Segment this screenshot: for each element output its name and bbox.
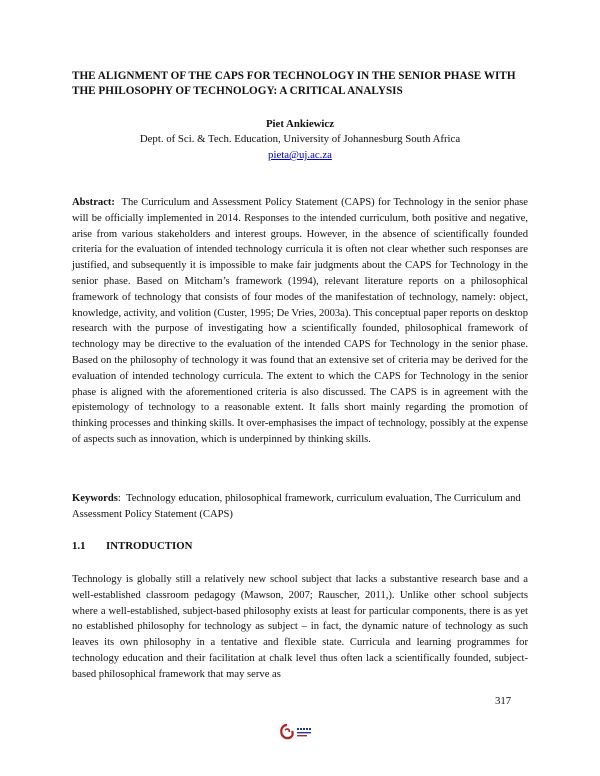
abstract-text: The Curriculum and Assessment Policy Statement (CAPS) for Technology in the senior phase will be officially implemented in 2014. Responses to the intended curriculum, both positive and negative, arise from various stakeholders and interest groups. However, in the absence of scientifically founded criteria for the evaluation of intended technology curricula it is often not clear whether such responses are justified, and subsequently it is impossible to make fair judgments about the CAPS for Technology in the senior phase. Based on Mitcham’s framework (1994), relevant literature reports on a philosophical framework of technology that consists of four modes of the manifestation of technology, namely: object, knowledge, activity, and volition (Custer, 1995; De Vries, 2003a). This conceptual paper reports on desktop research with the purpose of investigating how a scientifically founded, philosophical framework of technology may be directive to the evaluation of the intended CAPS for Technology in the senior phase. Based on the philosophy of technology it was found that an extensive set of criteria may be derived for the evaluation of intended technology curricula. The extent to which the CAPS for Technology in the senior phase is aligned with the aforementioned criteria is also discussed. The CAPS is in agreement with the epistemology of technology to a reasonable extent. It falls short mainly regarding the promotion of thinking processes and thinking skills. It over-emphasises the impact of technology, possibly at the expense of aspects such as innovation, which is underpinned by thinking skills. bbox=[72, 197, 528, 445]
author-email-link[interactable]: pieta@uj.ac.za bbox=[268, 149, 332, 161]
page-number: 317 bbox=[495, 695, 512, 707]
author-name: Piet Ankiewicz bbox=[265, 118, 335, 130]
paper-title: THE ALIGNMENT OF THE CAPS FOR TECHNOLOGY IN THE SENIOR PHASE WITH THE PHILOSOPHY OF TECHNOLOGY: A CRITICAL ANALYSIS bbox=[72, 70, 516, 97]
introduction-text: Technology is globally still a relatively new school subject that lacks a substantive research base and a well-established classroom pedagogy (Mawson, 2007; Rauscher, 2011,). Unlike other school subjects where a well-established, subject-based philosophy exists at least for particular components, there is as yet no established philosophy for technology as subject – in fact, the dynamic nature of technology as such leaves its own philosophy in a tentative and flexible state. Curricula and learning programmes for technology education and their facilitation at chalk level thus often lack a scientifically founded, subject-based philosophical framework that may serve as bbox=[72, 574, 528, 680]
keywords: Keywords: Technology education, philosophical framework, curriculum evaluation, The Curriculum and Assessment Policy Statement (CAPS) bbox=[72, 493, 521, 520]
abstract-label: Abstract: bbox=[72, 197, 115, 208]
section-number: 1.1 bbox=[72, 540, 86, 552]
publisher-logo-graphic bbox=[277, 722, 325, 742]
publisher-logo-icon bbox=[277, 722, 325, 742]
keywords-text: Technology education, philosophical framework, curriculum evaluation, The Curriculum and Assessment Policy Statement (CAPS) bbox=[72, 493, 521, 520]
section-title: INTRODUCTION bbox=[106, 540, 193, 552]
author-email-line bbox=[0, 148, 600, 162]
abstract bbox=[72, 195, 528, 448]
keywords-label: Keywords bbox=[72, 493, 118, 504]
author-affiliation: Dept. of Sci. & Tech. Education, University of Johannesburg South Africa bbox=[139, 133, 461, 145]
section-heading bbox=[72, 539, 192, 553]
